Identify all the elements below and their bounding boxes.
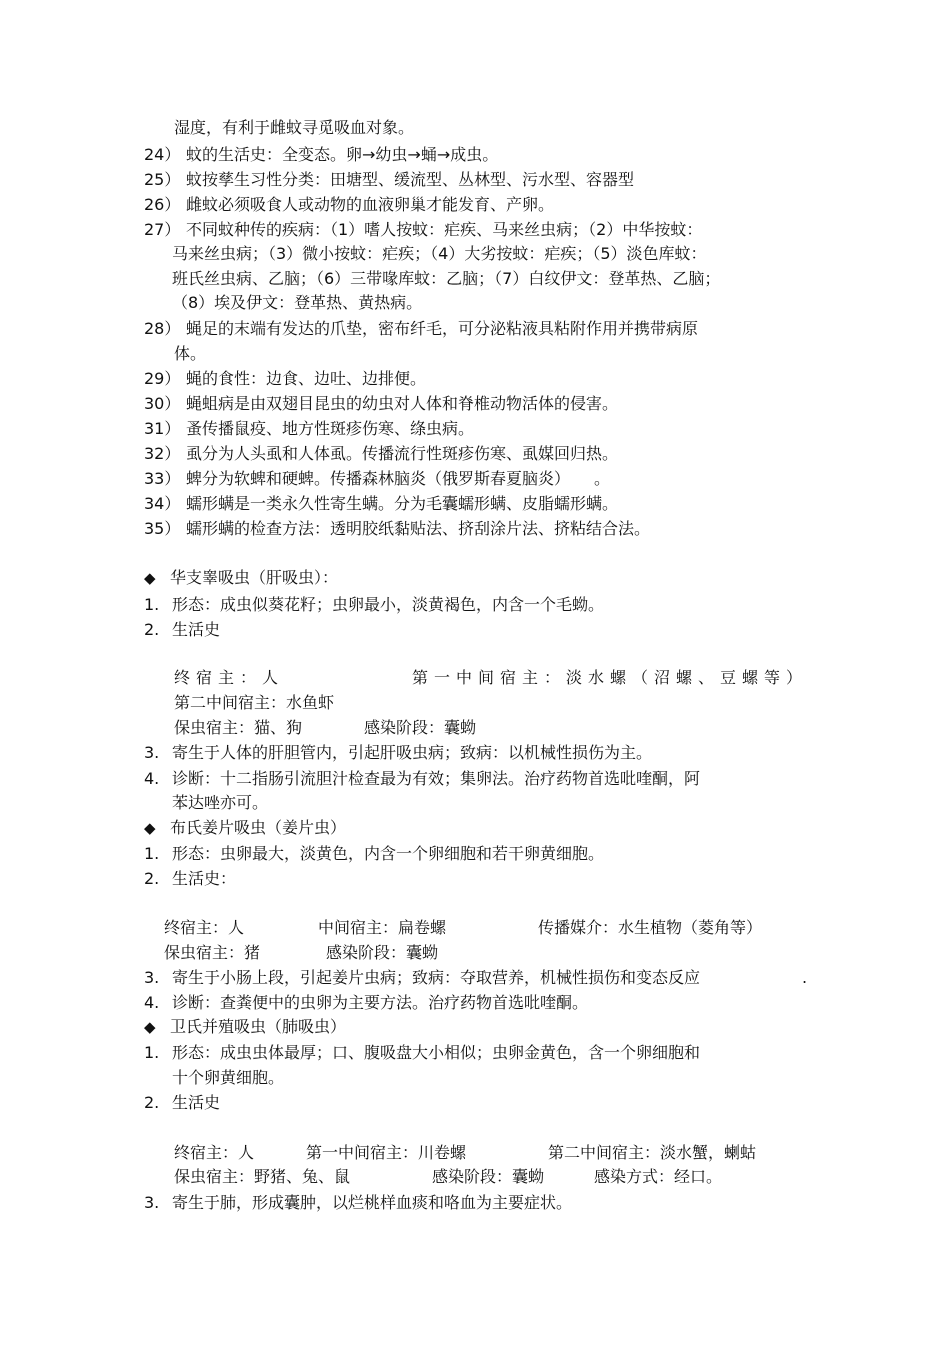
item-text: 形态：虫卵最大，淡黄色，内含一个卵细胞和若干卵黄细胞。: [172, 844, 605, 863]
item-text: 蚤传播鼠疫、地方性斑疹伤寒、绦虫病。: [186, 419, 475, 438]
list-item: [144, 768, 700, 790]
item-number: 24）: [144, 145, 181, 164]
item-text: 寄生于人体的肝胆管内，引起肝吸虫病；致病：以机械性损伤为主。: [172, 743, 653, 762]
item-number: 26）: [144, 195, 181, 214]
item-number: 3.: [144, 743, 160, 762]
item-number: 2.: [144, 869, 160, 888]
item-number: 31）: [144, 419, 181, 438]
transmission-vector: 传播媒介：水生植物（菱角等）: [538, 918, 763, 937]
heading-text: 布氏姜片吸虫（姜片虫）: [170, 818, 347, 837]
item-number: 27）: [144, 220, 181, 239]
second-intermediate-host: 第二中间宿主：水鱼虾: [174, 693, 335, 712]
list-item: [144, 518, 650, 540]
final-host: 终宿主：人: [174, 1143, 255, 1162]
item-text: 虱分为人头虱和人体虱。传播流行性斑疹伤寒、虱媒回归热。: [186, 444, 619, 463]
infection-route: 感染方式：经口。: [594, 1167, 723, 1186]
item-number: 3.: [144, 968, 160, 987]
first-intermediate-host: 第一中间宿主：淡水螺（沼螺、豆螺等）: [412, 668, 809, 687]
item-text: 蠕形螨的检查方法：透明胶纸黏贴法、挤刮涂片法、挤粘结合法。: [186, 519, 651, 538]
text-line: （8）埃及伊文：登革热、黄热病。: [172, 293, 423, 312]
text-line: 苯达唑亦可。: [172, 793, 269, 812]
item-number: 1.: [144, 844, 160, 863]
item-text: 蚊按孳生习性分类：田塘型、缓流型、丛林型、污水型、容器型: [186, 170, 635, 189]
item-number: 30）: [144, 394, 181, 413]
item-text: 蜱分为软蜱和硬蜱。传播森林脑炎（俄罗斯春夏脑炎） 。: [186, 469, 611, 488]
section-heading: [144, 1016, 346, 1038]
section-heading: [144, 817, 346, 839]
item-number: 4.: [144, 993, 160, 1012]
item-text: 诊断：查粪便中的虫卵为主要方法。治疗药物首选吡喹酮。: [172, 993, 589, 1012]
section-heading: [144, 567, 338, 589]
item-text: 形态：成虫虫体最厚；口、腹吸盘大小相似；虫卵金黄色，含一个卵细胞和: [172, 1043, 701, 1062]
item-number: 29）: [144, 369, 181, 388]
list-item: [144, 843, 604, 865]
list-item: [144, 144, 498, 166]
infective-stage: 感染阶段：囊蚴: [364, 718, 477, 737]
item-text: 寄生于肺，形成囊肿，以烂桃样血痰和咯血为主要症状。: [172, 1193, 573, 1212]
item-number: 1.: [144, 1043, 160, 1062]
item-number: 35）: [144, 519, 181, 538]
list-item: [144, 967, 700, 989]
item-number: 34）: [144, 494, 181, 513]
second-intermediate-host: 第二中间宿主：淡水蟹，蝲蛄: [548, 1143, 757, 1162]
item-text: 生活史: [172, 620, 221, 639]
infective-stage: 感染阶段：囊蚴: [326, 943, 439, 962]
item-text: 形态：成虫似葵花籽；虫卵最小，淡黄褐色，内含一个毛蚴。: [172, 595, 605, 614]
list-item: [144, 194, 554, 216]
list-item: [144, 742, 652, 764]
list-item: [144, 1192, 572, 1214]
item-text: 不同蚊种传的疾病：（1）嗜人按蚊：疟疾、马来丝虫病；（2）中华按蚊：: [186, 220, 703, 239]
item-text: 生活史: [172, 1093, 221, 1112]
item-text: 蝇足的末端有发达的爪垫，密布纤毛，可分泌粘液具粘附作用并携带病原: [186, 319, 699, 338]
list-item: [144, 619, 220, 641]
list-item: [144, 443, 618, 465]
list-item: [144, 1042, 700, 1064]
list-item: [144, 219, 702, 241]
heading-text: 卫氏并殖吸虫（肺吸虫）: [170, 1017, 347, 1036]
list-item: [144, 318, 698, 340]
item-number: 25）: [144, 170, 181, 189]
infective-stage: 感染阶段：囊蚴: [432, 1167, 545, 1186]
item-text: 蠕形螨是一类永久性寄生螨。分为毛囊蠕形螨、皮脂蠕形螨。: [186, 494, 619, 513]
list-item: [144, 169, 634, 191]
item-text: 寄生于小肠上段，引起姜片虫病；致病：夺取营养，机械性损伤和变态反应: [172, 968, 701, 987]
item-number: 3.: [144, 1193, 160, 1212]
text-line: 班氏丝虫病、乙脑；（6）三带喙库蚊：乙脑；（7）白纹伊文：登革热、乙脑；: [172, 269, 721, 288]
text-line: 马来丝虫病；（3）微小按蚊：疟疾；（4）大劣按蚊：疟疾；（5）淡色库蚊：: [172, 244, 707, 263]
list-item: [144, 594, 604, 616]
text-line: 体。: [174, 344, 207, 363]
item-text: 生活史：: [172, 869, 237, 888]
trailing-period: .: [802, 968, 808, 987]
final-host: 终宿主：人: [174, 668, 285, 687]
item-number: 32）: [144, 444, 181, 463]
list-item: [144, 368, 426, 390]
list-item: [144, 1092, 220, 1114]
item-text: 雌蚊必须吸食人或动物的血液卵巢才能发育、产卵。: [186, 195, 555, 214]
heading-text: 华支睾吸虫（肝吸虫）：: [170, 568, 339, 587]
list-item: [144, 493, 618, 515]
list-item: [144, 468, 610, 490]
reservoir-host: 保虫宿主：猫、狗: [174, 718, 303, 737]
item-text: 蝇蛆病是由双翅目昆虫的幼虫对人体和脊椎动物活体的侵害。: [186, 394, 619, 413]
text-line: 湿度，有利于雌蚊寻觅吸血对象。: [174, 118, 415, 137]
list-item: [144, 393, 618, 415]
intermediate-host: 中间宿主：扁卷螺: [318, 918, 447, 937]
item-number: 28）: [144, 319, 181, 338]
item-number: 2.: [144, 620, 160, 639]
diamond-bullet-icon: ◆: [144, 819, 156, 837]
diamond-bullet-icon: ◆: [144, 569, 156, 587]
list-item: [144, 418, 474, 440]
final-host: 终宿主：人: [164, 918, 245, 937]
reservoir-host: 保虫宿主：野猪、兔、鼠: [174, 1167, 351, 1186]
text-line: 十个卵黄细胞。: [172, 1068, 285, 1087]
item-number: 33）: [144, 469, 181, 488]
item-number: 2.: [144, 1093, 160, 1112]
item-text: 蚊的生活史：全变态。卵→幼虫→蛹→成虫。: [186, 145, 499, 164]
reservoir-host: 保虫宿主：猪: [164, 943, 261, 962]
item-text: 蝇的食性：边食、边吐、边排便。: [186, 369, 427, 388]
item-number: 4.: [144, 769, 160, 788]
item-number: 1.: [144, 595, 160, 614]
diamond-bullet-icon: ◆: [144, 1018, 156, 1036]
item-text: 诊断：十二指肠引流胆汁检查最为有效；集卵法。治疗药物首选吡喹酮，阿: [172, 769, 701, 788]
list-item: [144, 868, 236, 890]
first-intermediate-host: 第一中间宿主：川卷螺: [306, 1143, 467, 1162]
list-item: [144, 992, 588, 1014]
